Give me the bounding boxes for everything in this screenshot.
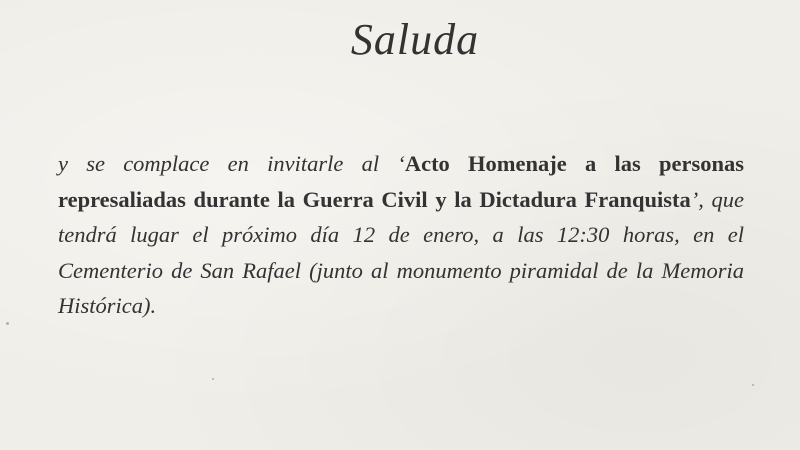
event-time: 12:30 (556, 222, 610, 247)
card-title: Saluda (350, 15, 480, 64)
date-prefix-text: , que tendrá lugar el próximo día (58, 186, 744, 247)
event-day: 12 (352, 222, 376, 247)
quote-close: ’ (690, 186, 699, 212)
place-text: horas, en el Cementerio de San Rafael (junto al monumento piramidal de la Memoria Histórica). (58, 222, 745, 318)
quote-open: ‘ (397, 151, 405, 176)
paper-speck (212, 378, 214, 380)
event-name: Acto Homenaje a las personas represaliadas durante la Guerra Civil y la Dictadura Franquista (58, 151, 744, 212)
intro-text: y se complace en invitarle al (58, 151, 398, 176)
date-suffix-text: de enero, a las (375, 222, 557, 247)
invitation-text (58, 146, 744, 324)
paper-speck (6, 322, 9, 325)
paper-speck (752, 384, 754, 386)
